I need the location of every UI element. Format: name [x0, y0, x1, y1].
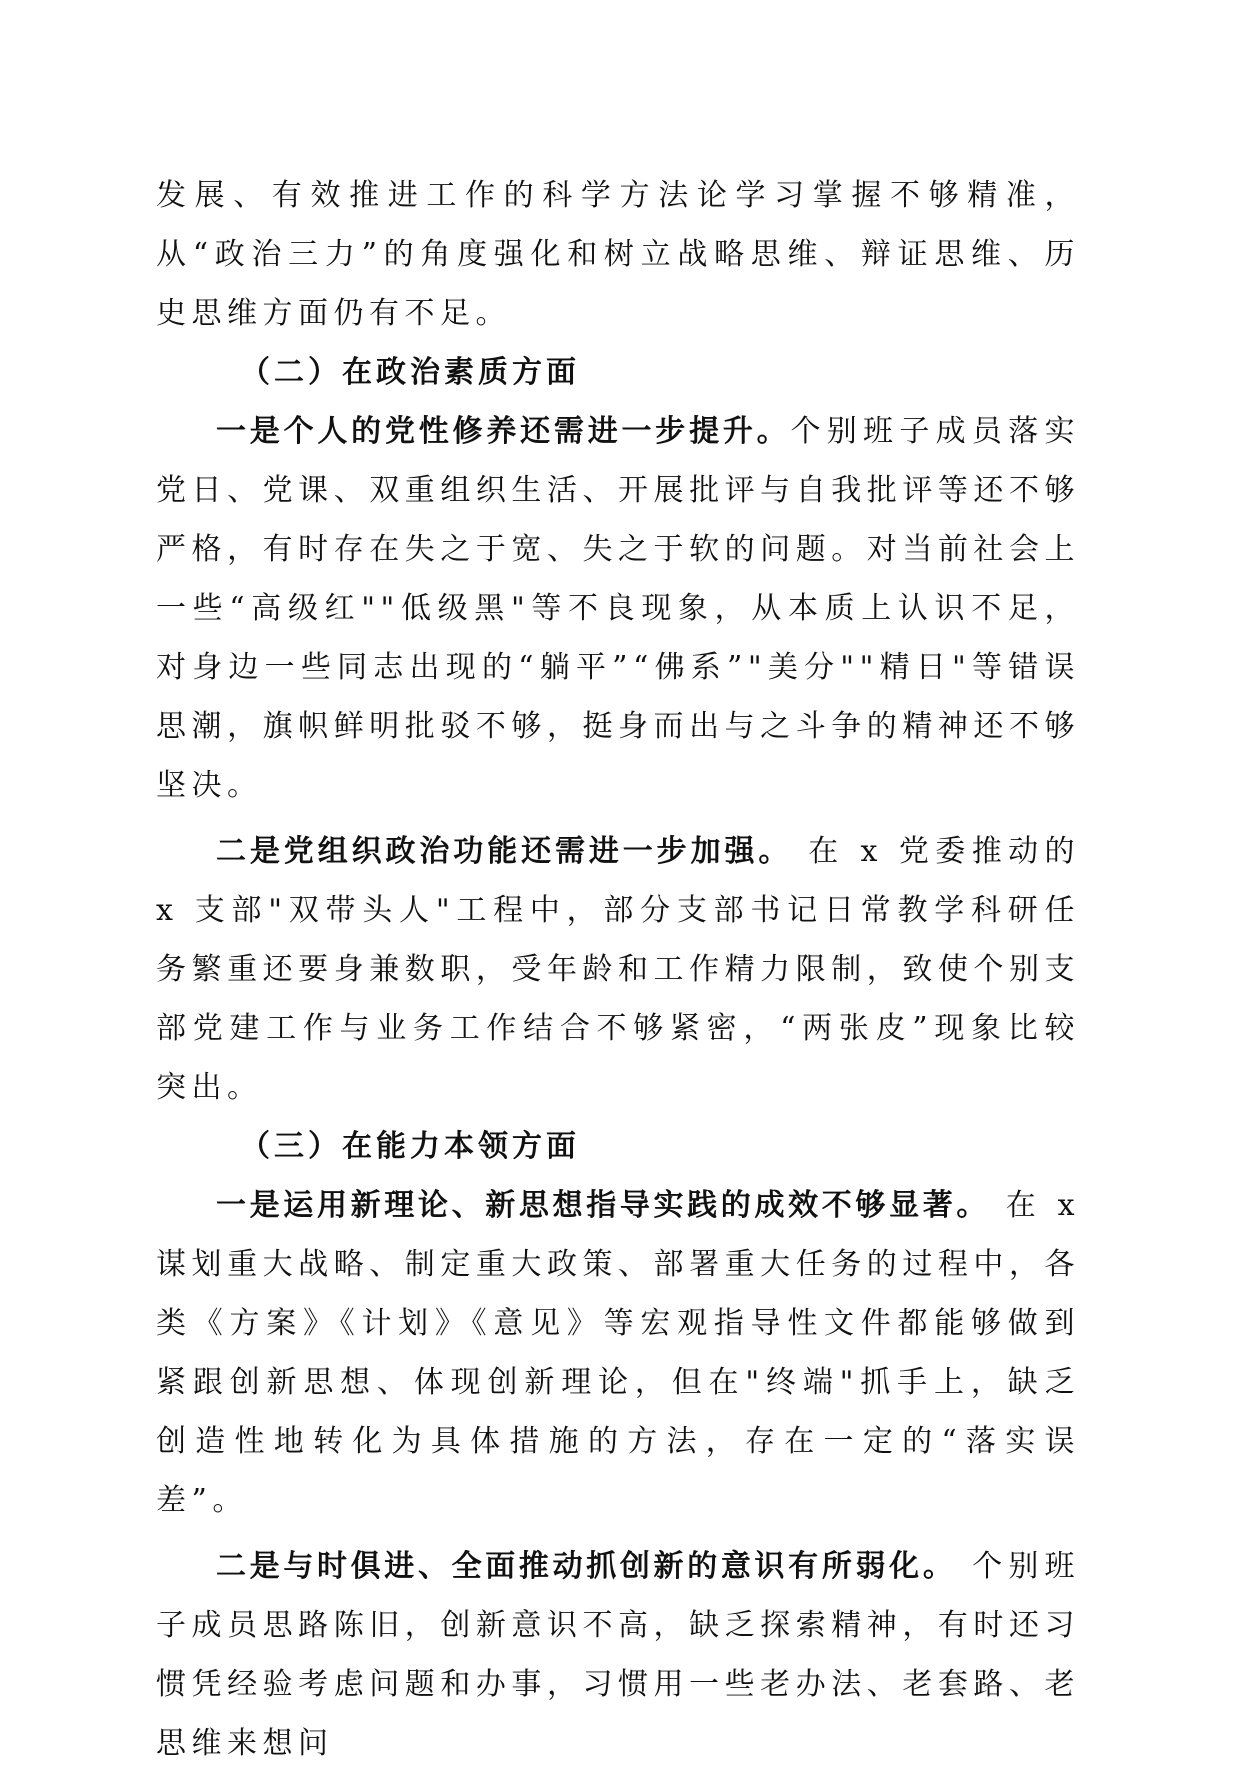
- paragraph-lead: 一是运用新理论、新思想指导实践的成效不够显著。: [216, 1188, 991, 1223]
- paragraph-body: 个别班子成员落实党日、党课、双重组织生活、开展批评与自我批评等还不够严格，有时存在失之于宽、失之于软的问题。对当前社会上一些“高级红""低级黑"等不良现象，从本质上认识不足，对身边一些同志出现的“躺平”“佛系”"美分""精日"等错误思潮，旗帜鲜明批驳不够，挺身而出与之斗争的精神还不够坚决。: [156, 414, 1081, 803]
- paragraph-party-spirit: [156, 402, 1080, 815]
- paragraph-party-organization: [156, 822, 1080, 1117]
- paragraph-innovation: [156, 1537, 1080, 1773]
- paragraph-new-theory: [156, 1176, 1080, 1530]
- section-heading-ability: （三）在能力本领方面: [240, 1129, 580, 1164]
- paragraph-lead: 二是与时俱进、全面推动抓创新的意识有所弱化。: [216, 1549, 957, 1584]
- paragraph-lead: 一是个人的党性修养还需进一步提升。: [216, 414, 791, 449]
- paragraph-body: 个别班子成员思路陈旧，创新意识不高，缺乏探索精神，有时还习惯凭经验考虑问题和办事，习惯用一些老办法、老套路、老思维来想问: [156, 1549, 1080, 1761]
- document-page: [156, 166, 1080, 1773]
- paragraph-continuation: 发展、有效推进工作的科学方法论学习掌握不够精准，从“政治三力”的角度强化和树立战略思维、辩证思维、历史思维方面仍有不足。: [156, 178, 1080, 331]
- section-heading-political-quality: （二）在政治素质方面: [240, 355, 580, 390]
- paragraph-body: 在 x 谋划重大战略、制定重大政策、部署重大任务的过程中，各类《方案》《计划》《意见》等宏观指导性文件都能够做到紧跟创新思想、体现创新理论，但在"终端"抓手上，缺乏创造性地转化为具体措施的方法，存在一定的“落实误差”。: [156, 1188, 1080, 1518]
- paragraph-body: 在 x 党委推动的 x 支部"双带头人"工程中，部分支部书记日常教学科研任务繁重还要身兼数职，受年龄和工作精力限制，致使个别支部党建工作与业务工作结合不够紧密，“两张皮”现象比较突出。: [156, 834, 1080, 1105]
- paragraph-lead: 二是党组织政治功能还需进一步加强。: [216, 834, 793, 869]
